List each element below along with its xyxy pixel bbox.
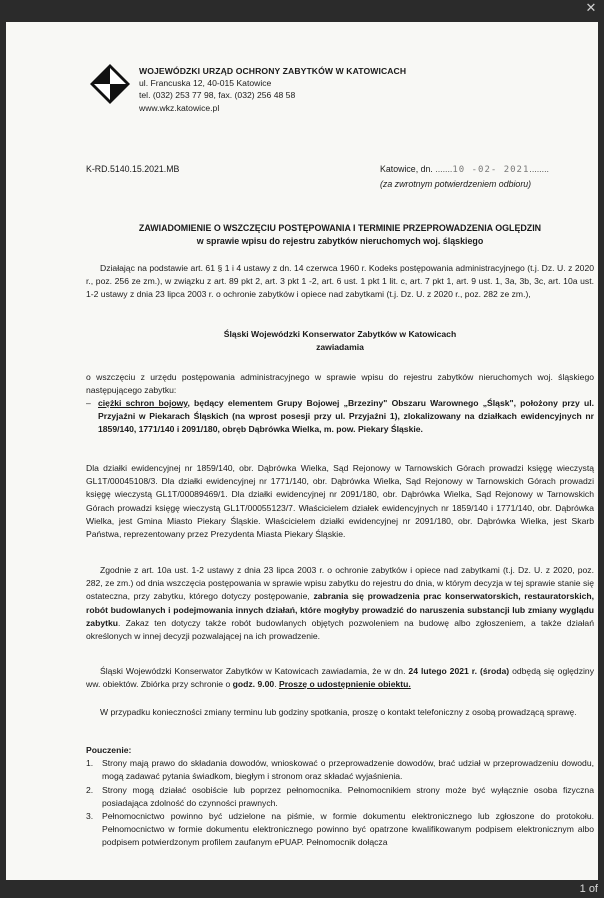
authority-name: Śląski Wojewódzki Konserwator Zabytków w Katowicach	[223, 329, 457, 339]
instruction-text: Strony mogą działać osobiście lub poprzez pełnomocnika. Pełnomocnikiem strony może być wyłącznie osoba fizyczna posiadająca zdolność do czynności prawnych.	[102, 784, 594, 808]
monument-name: ciężki schron bojowy	[98, 398, 188, 408]
document-page	[6, 22, 598, 880]
inspection-text-1: Śląski Wojewódzki Konserwator Zabytków w Katowicach zawiadamia, że w dn.	[100, 666, 409, 676]
authority-block	[86, 328, 594, 354]
land-registry-paragraph: Dla działki ewidencyjnej nr 1859/140, obr. Dąbrówka Wielka, Sąd Rejonowy w Tarnowskich Górach prowadzi księgę wieczystą GL1T/00045108/3. Dla działki ewidencyjnej nr 1771/140, obr. Dąbrówka Wielka, Sąd Rejonowy w Tarnowskich Górach prowadzi księgę wieczystą GL1T/00089469/1. Dla działki ewidencyjnej nr 2091/180, obr. Dąbrówka Wielka, Sąd Rejonowy w Tarnowskich Górach prowadzi księgę wieczystą GL1T/00055123/7. Właścicielem działek ewidencyjnych nr 1859/140 i 1771/140, obr. Dąbrówka Wielka, jest Gmina Miasto Piekary Śląskie. Właścicielem działki ewidencyjnej nr 2091/180, obr. Dąbrówka Wielka, jest Skarb Państwa, reprezentowany przez Prezydenta Miasta Piekary Śląskie.	[86, 463, 594, 540]
inspection-date: 24 lutego 2021 r. (środa)	[408, 666, 510, 676]
legal-basis-paragraph: Działając na podstawie art. 61 § 1 i 4 ustawy z dn. 14 czerwca 1960 r. Kodeks postępowania administracyjnego (t.j. Dz. U. z 2020 r., poz. 256 ze zm.), w związku z art. 89 pkt 2, art. 3 pkt 1 -2, art. 6 ust. 1 pkt 1 lit. c, art. 7 pkt 1, art. 9 ust. 1, 3a, 3b, 3c, art. 10a ust. 1-2 ustawy z dnia 23 lipca 2003 r. o ochronie zabytków i opiece nad zabytkami (t.j. Dz. U. z 2020 r., poz. 282 ze zm.),	[86, 263, 594, 300]
instruction-text: Strony mają prawo do składania dowodów, wnioskować o przeprowadzenie dowodów, brać udział w przeprowadzeniu dowodu, mogą zadawać pytania świadkom, biegłym i stronom oraz składać wyjaśnienia.	[102, 758, 594, 782]
date-dots-end: ........	[529, 164, 549, 174]
inspection-paragraph	[86, 665, 594, 691]
inspection-time: godz. 9.00	[232, 679, 275, 690]
monument-description	[86, 397, 594, 437]
date-line	[380, 162, 590, 177]
date-place: Katowice, dn.	[380, 164, 433, 174]
instruction-number: 3.	[86, 811, 94, 822]
title-line-1: ZAWIADOMIENIE O WSZCZĘCIU POSTĘPOWANIA I TERMINIE PRZEPROWADZENIA OGLĘDZIN	[138, 223, 542, 233]
schedule-change-note: W przypadku konieczności zmiany terminu lub godziny spotkania, proszę o kontakt telefoniczny z osobą prowadzącą sprawę.	[100, 707, 577, 717]
instruction-item	[86, 784, 594, 810]
date-stamp: 10 -02- 2021	[452, 165, 530, 175]
delivery-note: (za zwrotnym potwierdzeniem odbioru)	[380, 179, 532, 189]
prohibition-text-1: Zgodnie z art. 10a ust. 1-2 ustawy z dnia 23 lipca 2003 r. o ochronie zabytków i opiece nad zabytkami (t.j. Dz. U. z 2020, poz. 282, ze zm.) od dnia wszczęcia postępowania w sprawie wpisu zabytku do rejestru do dnia, w którym decyzja w tej sprawie stanie się ostateczna, przy zabytku, którego dotyczy postępowanie,	[86, 565, 594, 602]
title-line-2: w sprawie wpisu do rejestru zabytków nieruchomych woj. śląskiego	[196, 236, 484, 246]
close-icon[interactable]: ✕	[585, 1, 597, 16]
instructions-heading: Pouczenie:	[86, 745, 132, 755]
monument-details: , będący elementem Grupy Bojowej „Brzeziny" Obszaru Warownego „Śląsk", położony przy ul. Przyjaźni w Piekarach Śląskich (na wprost posesji przy ul. Przyjaźni 1), zlokalizowany na działkach ewidencyjnych nr 1859/140, 1771/140 i 2091/180, obręb Dąbrówka Wielka, m. pow. Piekary Śląskie.	[98, 398, 594, 435]
instructions-section	[86, 744, 594, 850]
org-name: WOJEWÓDZKI URZĄD OCHRONY ZABYTKÓW W KATOWICACH	[139, 66, 407, 76]
org-address: ul. Francuska 12, 40-015 Katowice	[139, 78, 272, 89]
office-logo	[90, 64, 130, 104]
viewer-bottom-bar	[0, 880, 604, 898]
date-block	[380, 162, 590, 191]
date-dots: .......	[435, 164, 453, 174]
instruction-item	[86, 810, 594, 850]
org-website: www.wkz.katowice.pl	[139, 102, 220, 113]
dash-marker: –	[86, 398, 91, 408]
page-counter: 1 of	[579, 883, 598, 895]
instruction-item	[86, 757, 594, 783]
authority-action: zawiadamia	[316, 342, 364, 353]
org-phone: tel. (032) 253 77 98, fax. (032) 256 48 58	[139, 90, 296, 101]
access-request: Proszę o udostępnienie obiektu.	[278, 679, 411, 690]
prohibition-text-2: . Zakaz ten dotyczy także robót budowlanych objętych pozwoleniem na budowę albo zgłoszeniem, a także działań określonych w innej decyzji pozwalającej na ich prowadzenie.	[86, 617, 594, 642]
instruction-text: Pełnomocnictwo powinno być udzielone na piśmie, w formie dokumentu elektronicznego lub zgłoszone do protokołu. Pełnomocnictwo w formie dokumentu elektronicznego powinno być opatrzone kwalifikowanym podpisem elektronicznym albo podpisem potwierdzonym profilem zaufanym ePUAP. Pełnomocnik dołącza	[102, 811, 594, 848]
letterhead	[139, 65, 406, 114]
notice-intro: o wszczęciu z urzędu postępowania administracyjnego w sprawie wpisu do rejestru zabytków nieruchomych woj. śląskiego następującego zabytku:	[86, 372, 594, 396]
instruction-number: 2.	[86, 784, 94, 795]
viewer-top-bar	[0, 0, 604, 20]
prohibition-bold: zabrania się prowadzenia prac konserwatorskich, restauratorskich, robót budowlanych i podejmowania innych działań, które mogłyby prowadzić do naruszenia substancji lub zmiany wyglądu zabytku	[86, 591, 594, 628]
instruction-number: 1.	[86, 758, 94, 769]
case-reference: K-RD.5140.15.2021.MB	[86, 164, 180, 174]
inspection-text-3: .	[274, 679, 279, 690]
document-title	[86, 222, 594, 248]
prohibition-paragraph	[86, 564, 594, 643]
inspection-text-2: odbędą się oględziny ww. obiektów. Zbiórka przy schronie o	[86, 666, 594, 690]
